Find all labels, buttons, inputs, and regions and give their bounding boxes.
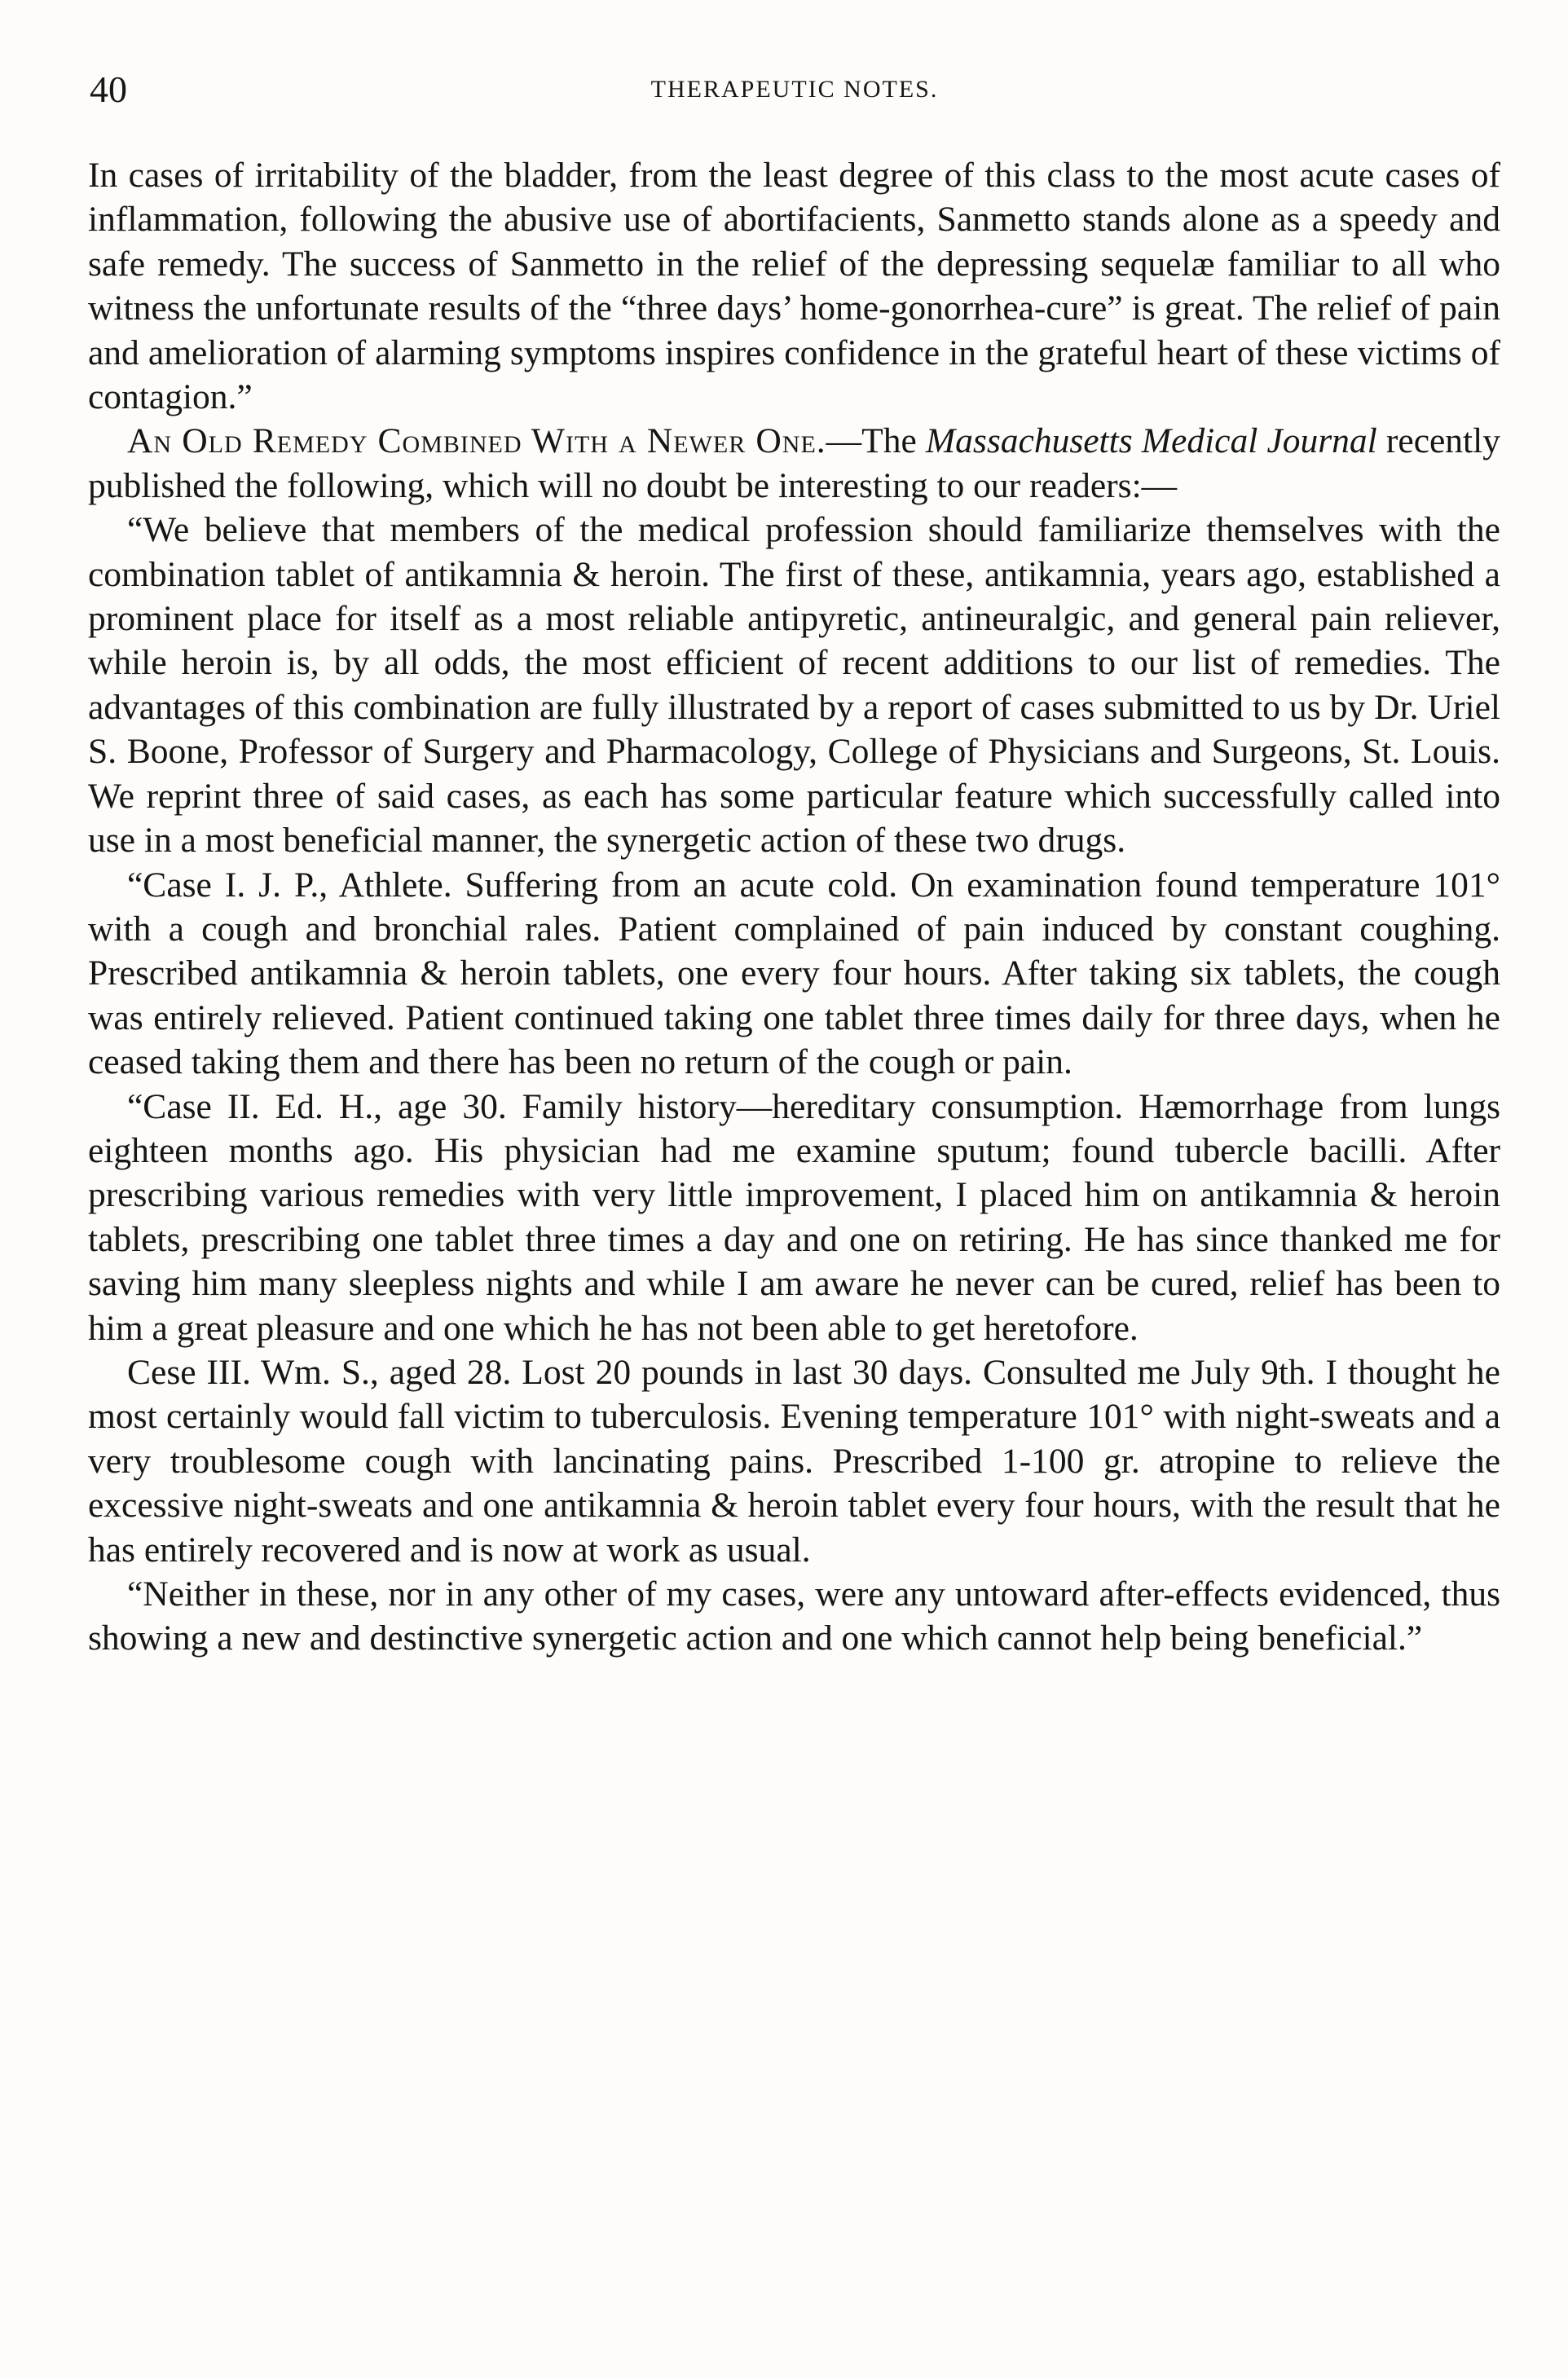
- paragraph-old-remedy-text: recently published the following, which will no doubt be interesting to our readers:—: [88, 421, 1500, 505]
- page-number: 40: [90, 68, 127, 110]
- section-heading: An Old Remedy Combined With a Newer One.: [127, 421, 826, 461]
- heading-dash: —The: [826, 421, 926, 461]
- paragraph-conclusion: “Neither in these, nor in any other of my cases, were any untoward after-effects evidenced, thus showing a new and destinctive synergetic action and one which cannot help being beneficial.”: [88, 1574, 1500, 1658]
- paragraph-sanmetto: In cases of irritability of the bladder, from the least degree of this class to the most acute cases of inflammation, following the abusive use of abortifacients, Sanmetto stands alone as a speedy and safe remedy. The success of Sanmetto in the relief of the depressing sequelæ familiar to all who witness the unfortunate results of the “three days’ home-gonorrhea-cure” is great. The relief of pain and amelioration of alarming symptoms inspires confidence in the grateful heart of these victims of contagion.”: [88, 156, 1500, 417]
- paragraph-old-remedy: [88, 419, 1500, 508]
- paragraph-case-one: “Case I. J. P., Athlete. Suffering from an acute cold. On examination found temperature 101° with a cough and bronchial rales. Patient complained of pain induced by constant coughing. Prescribed antikamnia & heroin tablets, one every four hours. After taking six tablets, the cough was entirely relieved. Patient continued taking one tablet three times daily for three days, when he ceased taking them and there has been no return of the cough or pain.: [88, 865, 1500, 1082]
- running-head: THERAPEUTIC NOTES.: [650, 76, 939, 103]
- page-header: [90, 57, 1500, 122]
- paragraph-case-three: Cese III. Wm. S., aged 28. Lost 20 pounds in last 30 days. Consulted me July 9th. I thought he most certainly would fall victim to tuberculosis. Evening temperature 101° with night-sweats and a very troublesome cough with lancinating pains. Prescribed 1-100 gr. atropine to relieve the excessive night-sweats and one antikamnia & heroin tablet every four hours, with the result that he has entirely recovered and is now at work as usual.: [88, 1352, 1500, 1570]
- paragraph-case-two: “Case II. Ed. H., age 30. Family history—hereditary consumption. Hæmorrhage from lungs eighteen months ago. His physician had me examine sputum; found tubercle bacilli. After prescribing various remedies with very little improvement, I placed him on antikamnia & heroin tablets, prescribing one tablet three times a day and one on retiring. He has since thanked me for saving him many sleepless nights and while I am aware he never can be cured, relief has been to him a great pleasure and one which he has not been able to get heretofore.: [88, 1086, 1500, 1348]
- paragraph-combination-tablet: “We believe that members of the medical profession should familiarize themselves with the combination tablet of antikamnia & heroin. The first of these, antikamnia, years ago, established a prominent place for itself as a most reliable antipyretic, antineuralgic, and general pain reliever, while heroin is, by all odds, the most efficient of recent additions to our list of remedies. The advantages of this combination are fully illustrated by a report of cases submitted to us by Dr. Uriel S. Boone, Professor of Surgery and Pharmacology, College of Physicians and Surgeons, St. Louis. We reprint three of said cases, as each has some particular feature which successfully called into use in a most beneficial manner, the synergetic action of these two drugs.: [88, 510, 1500, 861]
- journal-title: Massachusetts Medical Journal: [925, 421, 1377, 461]
- body-text: [88, 153, 1500, 1661]
